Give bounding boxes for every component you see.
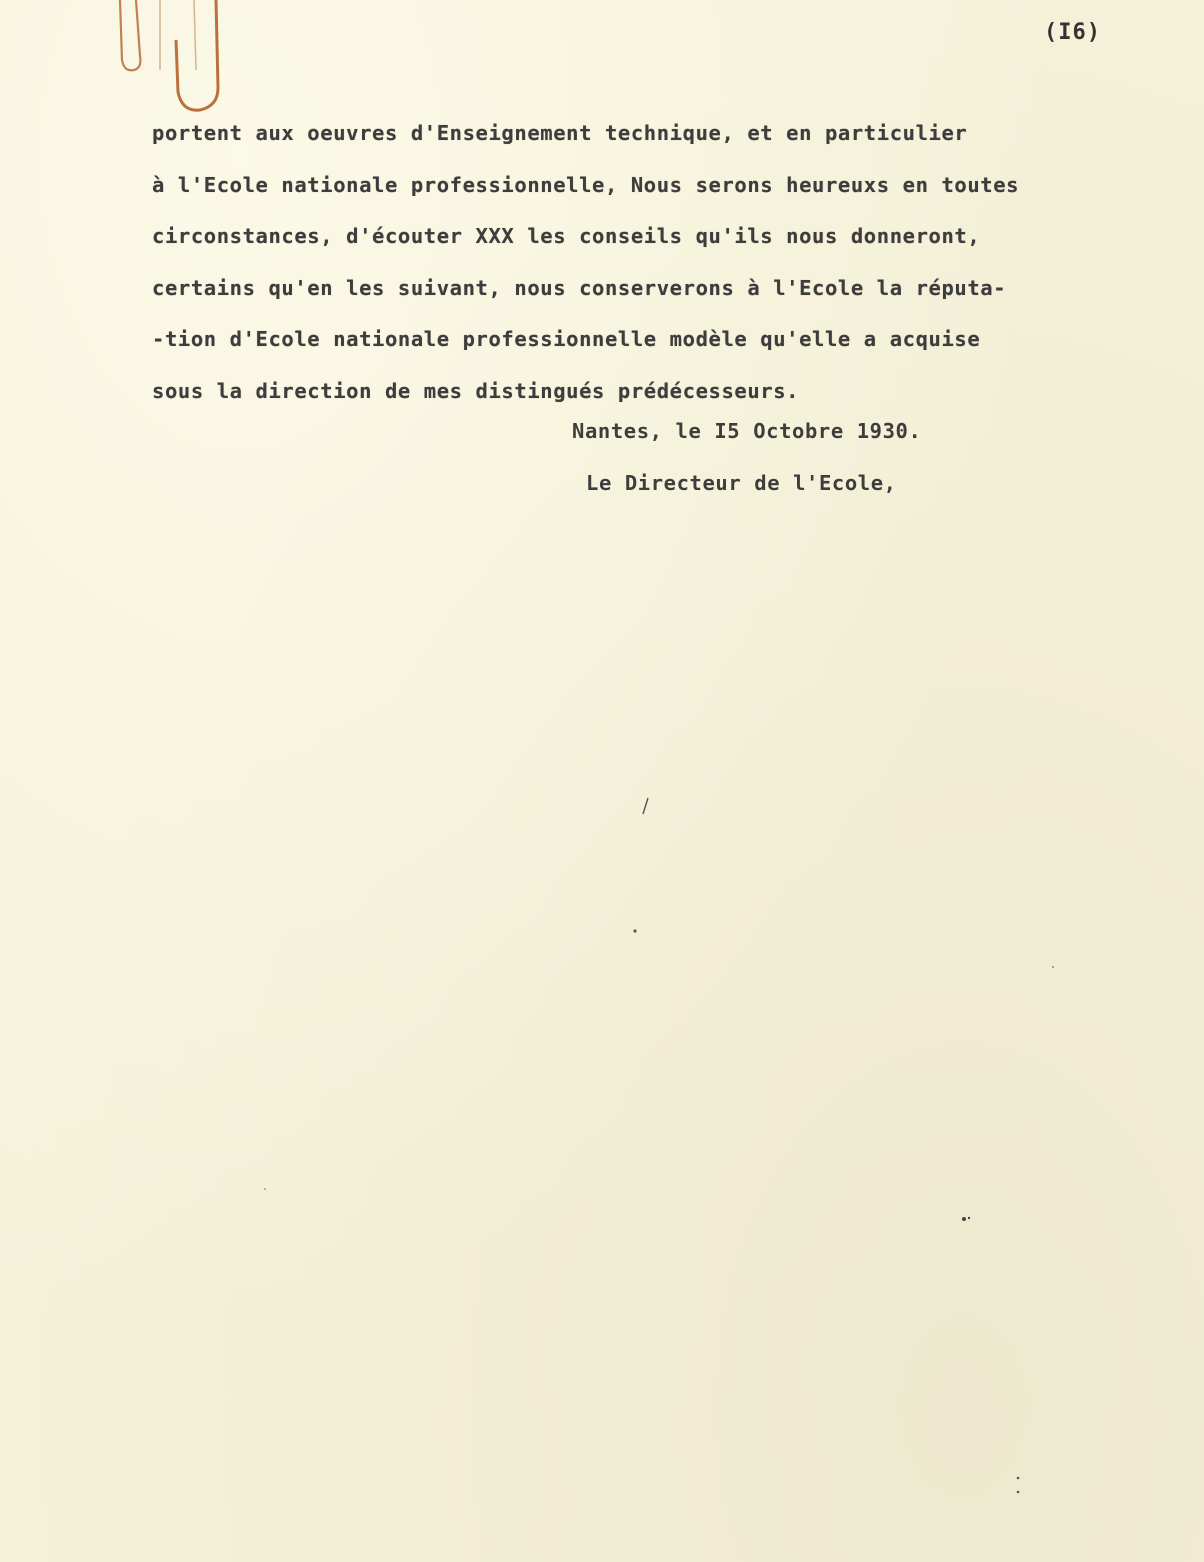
letter-body [152, 114, 1172, 423]
page-number: (I6) [1044, 20, 1101, 45]
body-line: sous la direction de mes distingués prédécesseurs. [152, 378, 800, 403]
paper-speck [262, 1186, 268, 1192]
body-line: à l'Ecole nationale professionnelle, Nous serons heureuxs en toutes [152, 172, 1020, 197]
paper-speck [1014, 1474, 1022, 1498]
paper-speck [960, 1214, 972, 1224]
paper-clip-mark [108, 0, 238, 120]
body-line: certains qu'en les suivant, nous conserverons à l'Ecole la réputa- [152, 275, 1007, 300]
paper-speck [632, 928, 638, 934]
signature-line: Le Directeur de l'Ecole, [586, 471, 897, 495]
date-line: Nantes, le I5 Octobre 1930. [572, 419, 922, 443]
body-line: circonstances, d'écouter XXX les conseils qu'ils nous donneront, [152, 224, 981, 248]
paper-speck [640, 796, 652, 816]
body-line: portent aux oeuvres d'Enseignement technique, et en particulier [152, 121, 968, 145]
paper-speck [1050, 964, 1056, 970]
body-line: -tion d'Ecole nationale professionnelle modèle qu'elle a acquise [152, 327, 981, 351]
